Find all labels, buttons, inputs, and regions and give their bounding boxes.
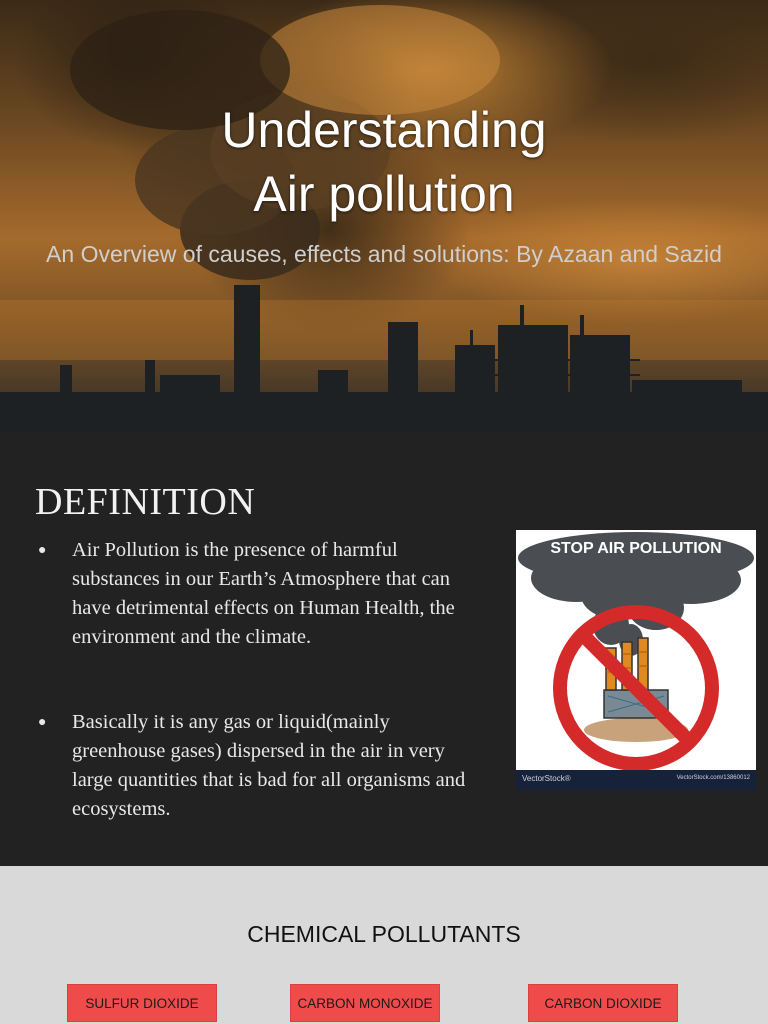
chemical-pollutants-heading: CHEMICAL POLLUTANTS [247,921,521,947]
definition-bullet: ● Air Pollution is the presence of harmful substances in our Earth’s Atmosphere that can have detrimental effects on Human Health, the environment and the climate. [38,536,488,652]
definition-bullet-list [38,536,488,824]
title-line-2: Air pollution [253,166,515,222]
stop-air-pollution-image [516,530,756,790]
definition-bullet: ● Basically it is any gas or liquid(mainly greenhouse gases) dispersed in the air in very large quantities that is bad for all organisms and ecosystems. [38,708,488,824]
presentation-subtitle: An Overview of causes, effects and solutions: By Azaan and Sazid [46,241,722,267]
poster-watermark-bar [516,770,756,790]
factory-prohibition-icon [516,530,756,790]
pollutant-carbon-dioxide-button[interactable]: CARBON DIOXIDE [528,984,678,1022]
title-slide [0,0,768,432]
poster-brand: VectorStock® [522,774,571,783]
title-line-1: Understanding [221,102,547,158]
poster-title: STOP AIR POLLUTION [550,540,722,557]
poster-url: VectorStock.com/13860012 [676,775,750,781]
pollutant-sulfur-dioxide-button[interactable]: SULFUR DIOXIDE [67,984,217,1022]
chemical-pollutants-slide [0,866,768,1024]
definition-heading: DEFINITION [35,481,256,523]
presentation-title [0,98,768,226]
definition-slide [0,432,768,866]
pollutant-carbon-monoxide-button[interactable]: CARBON MONOXIDE [290,984,440,1022]
